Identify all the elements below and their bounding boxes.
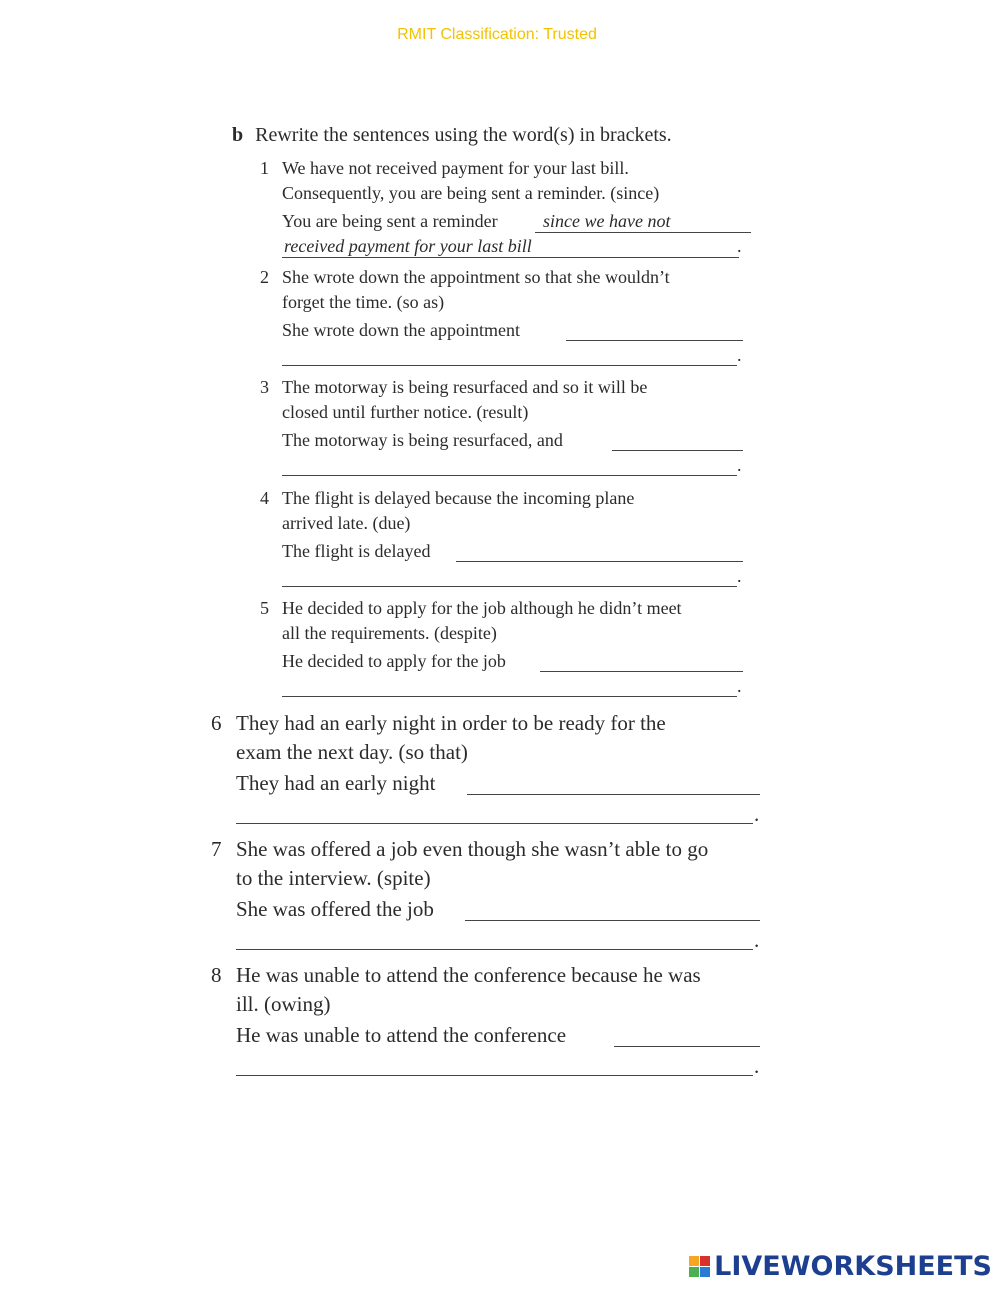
item-number: 5 [260, 598, 269, 618]
item-text-line-2: Consequently, you are being sent a reminder. (since) [282, 183, 660, 203]
answer-blank-2[interactable] [236, 800, 753, 824]
answer-blank-1[interactable] [566, 320, 743, 341]
item-text-line-1: He was unable to attend the conference because he was [236, 963, 701, 987]
answer-blank-2[interactable] [282, 676, 737, 697]
period: . [737, 345, 742, 365]
exercise-item-6 [211, 711, 771, 826]
item-number: 7 [211, 837, 222, 861]
answer-blank-1[interactable] [540, 651, 743, 672]
item-prompt: He was unable to attend the conference [236, 1023, 567, 1047]
exercise-item-3 [260, 377, 750, 477]
period: . [754, 928, 760, 952]
item-text-line-2: arrived late. (due) [282, 513, 411, 533]
answer-blank-2[interactable] [282, 345, 737, 366]
answer-blank-2[interactable] [282, 455, 737, 476]
logo-text: LIVEWORKSHEETS [714, 1250, 992, 1282]
item-number: 8 [211, 963, 222, 987]
period: . [737, 566, 742, 586]
classification-label: RMIT Classification: Trusted [397, 26, 597, 43]
answer-blank-1[interactable] [467, 771, 760, 795]
exercise-item-4 [260, 488, 750, 588]
exercise-item-7 [211, 837, 771, 952]
item-text-line-1: He decided to apply for the job although he didn’t meet [282, 598, 682, 618]
answer-blank-2[interactable] [236, 926, 753, 950]
period: . [737, 455, 742, 475]
item-text-line-1: She wrote down the appointment so that she wouldn’t [282, 267, 670, 287]
item-text-line-2: closed until further notice. (result) [282, 402, 529, 422]
item-prompt: She was offered the job [236, 897, 434, 921]
item-text-line-1: They had an early night in order to be ready for the [236, 711, 666, 735]
answer-line-2[interactable]: received payment for your last bill [282, 236, 739, 258]
item-prompt: He decided to apply for the job [282, 651, 506, 671]
item-text-line-2: to the interview. (spite) [236, 866, 431, 890]
item-text-line-1: The flight is delayed because the incoming plane [282, 488, 635, 508]
section-heading [232, 124, 672, 147]
period: . [737, 236, 742, 256]
exercise-item-1 [260, 158, 750, 268]
item-number: 2 [260, 267, 269, 287]
item-prompt: They had an early night [236, 771, 436, 795]
exercise-item-2 [260, 267, 750, 367]
item-prompt: The motorway is being resurfaced, and [282, 430, 563, 450]
item-text-line-2: ill. (owing) [236, 992, 331, 1016]
item-text-line-2: exam the next day. (so that) [236, 740, 468, 764]
item-prompt: She wrote down the appointment [282, 320, 520, 340]
answer-blank-1[interactable] [465, 897, 760, 921]
exercise-item-8 [211, 963, 771, 1078]
item-text-line-2: all the requirements. (despite) [282, 623, 497, 643]
section-letter: b [232, 124, 244, 146]
answer-blank-1[interactable] [456, 541, 743, 562]
item-text-line-2: forget the time. (so as) [282, 292, 445, 312]
answer-blank-2[interactable] [282, 566, 737, 587]
item-text-line-1: She was offered a job even though she wasn’t able to go [236, 837, 709, 861]
item-number: 4 [260, 488, 269, 508]
answer-blank-2[interactable] [236, 1052, 753, 1076]
item-text-line-1: We have not received payment for your last bill. [282, 158, 629, 178]
period: . [754, 1054, 760, 1078]
item-prompt: The flight is delayed [282, 541, 431, 561]
section-instruction: Rewrite the sentences using the word(s) in brackets. [255, 124, 672, 146]
item-prompt: You are being sent a reminder [282, 211, 498, 231]
period: . [737, 676, 742, 696]
item-number: 1 [260, 158, 269, 178]
logo-blocks-icon [689, 1256, 710, 1277]
item-number: 6 [211, 711, 222, 735]
liveworksheets-logo[interactable] [689, 1251, 992, 1281]
period: . [754, 802, 760, 826]
answer-line-1[interactable]: since we have not [535, 211, 751, 233]
answer-blank-1[interactable] [614, 1023, 760, 1047]
answer-blank-1[interactable] [612, 430, 743, 451]
item-number: 3 [260, 377, 269, 397]
exercise-item-5 [260, 598, 750, 698]
item-text-line-1: The motorway is being resurfaced and so it will be [282, 377, 648, 397]
